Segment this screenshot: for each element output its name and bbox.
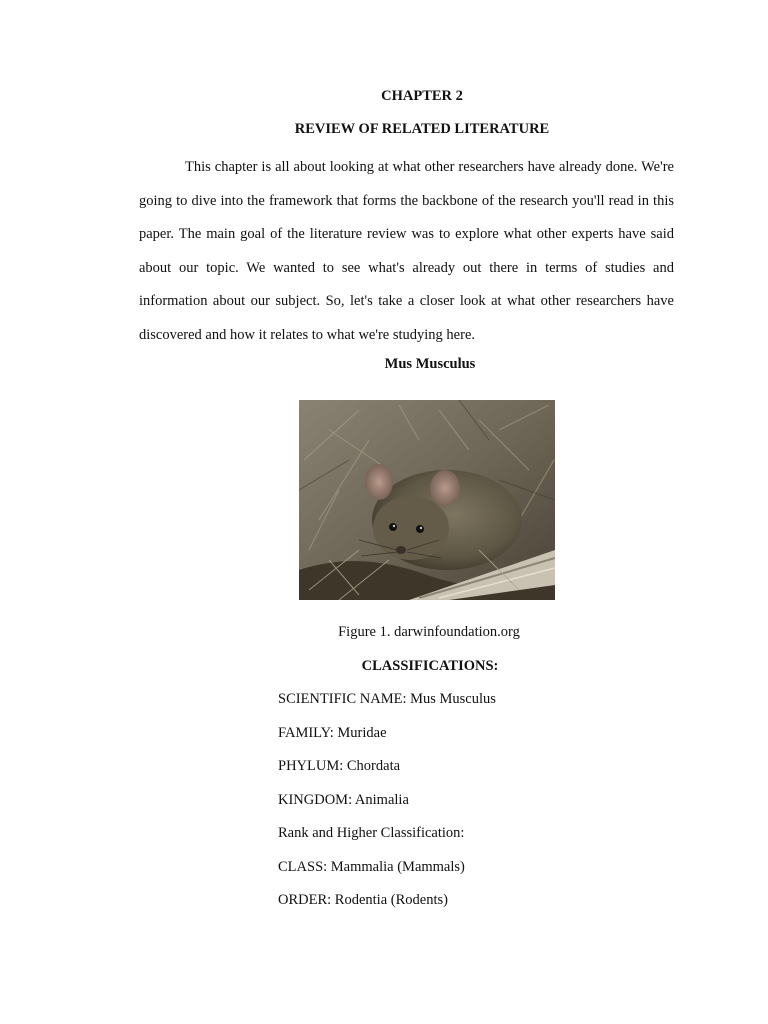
mouse-photo [299, 400, 555, 600]
classification-list [278, 690, 496, 925]
figure-caption: Figure 1. darwinfoundation.org [338, 624, 520, 640]
classification-item: FAMILY: Muridae [278, 724, 387, 741]
chapter-heading: CHAPTER 2 [381, 88, 463, 104]
classifications-heading: CLASSIFICATIONS: [361, 658, 499, 674]
classification-item: SCIENTIFIC NAME: Mus Musculus [278, 691, 496, 707]
section-title: REVIEW OF RELATED LITERATURE [294, 121, 550, 137]
subheading-mus-musculus: Mus Musculus [384, 356, 476, 372]
intro-paragraph-text: This chapter is all about looking at what other researchers have already done. We're going to dive into the framework that forms the backbone of the research you'll read in this paper. The main goal of the literature review was to explore what other experts have said about our topic. We wanted to see what's already out there in terms of studies and information about our subject. So, let's take a closer look at what other researchers have discovered and how it relates to what we're studying here. [139, 159, 674, 343]
classification-item: Rank and Higher Classification: [278, 825, 465, 841]
intro-paragraph [139, 151, 674, 353]
classification-item: PHYLUM: Chordata [278, 758, 401, 774]
classification-item: ORDER: Rodentia (Rodents) [278, 892, 448, 908]
classification-item: CLASS: Mammalia (Mammals) [278, 858, 465, 875]
mouse-photo-illustration [299, 400, 555, 600]
classification-item: KINGDOM: Animalia [278, 791, 409, 808]
